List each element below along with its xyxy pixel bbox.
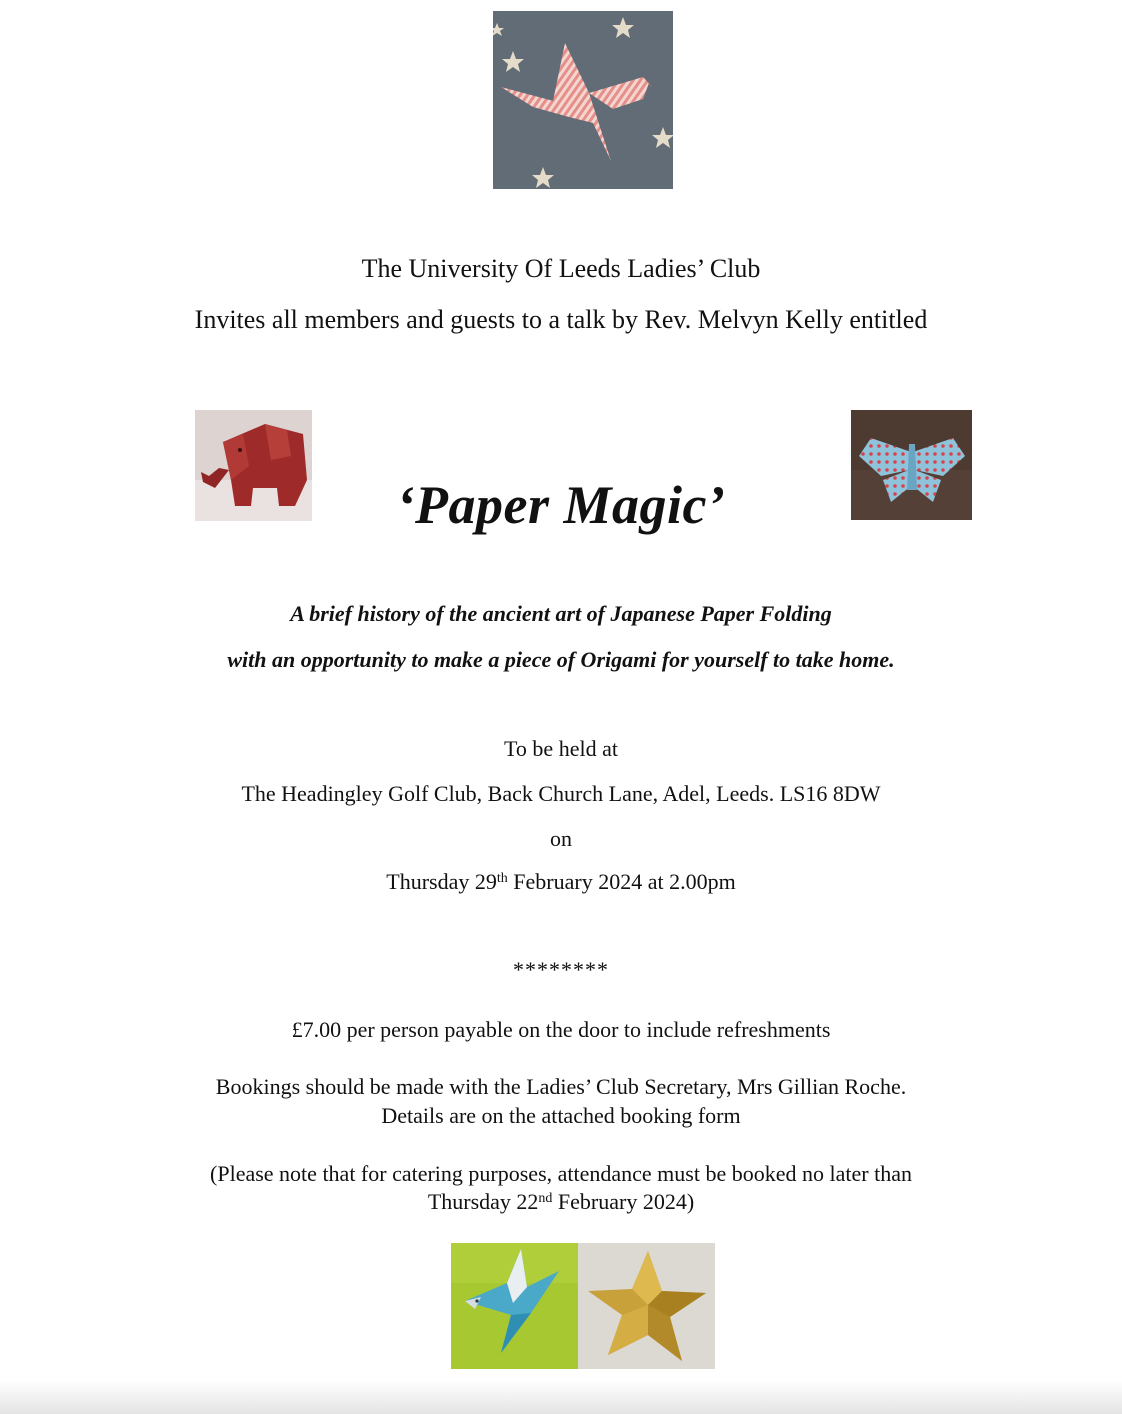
origami-bird-photo (451, 1243, 578, 1369)
talk-title: ‘Paper Magic’ (396, 475, 726, 535)
note-date-day: Thursday 22 (427, 1189, 539, 1214)
venue-intro: To be held at (504, 736, 618, 761)
note-date-rest: February 2024) (552, 1189, 695, 1214)
note-line2 (0, 1189, 1122, 1215)
venue-address: The Headingley Golf Club, Back Church Lane, Adel, Leeds. LS16 8DW (241, 781, 881, 806)
origami-crane-photo (493, 11, 673, 189)
event-date-rest: February 2024 at 2.00pm (507, 869, 736, 894)
invite-line: Invites all members and guests to a talk by Rev. Melvyn Kelly entitled (194, 305, 928, 334)
talk-tagline-line2: with an opportunity to make a piece of Origami for yourself to take home. (227, 647, 895, 672)
price-line: £7.00 per person payable on the door to include refreshments (291, 1017, 831, 1042)
origami-star-photo (578, 1243, 715, 1369)
page-bottom-shadow (0, 1380, 1122, 1414)
event-date-day: Thursday 29 (386, 869, 497, 894)
talk-tagline-line1: A brief history of the ancient art of Japanese Paper Folding (290, 601, 832, 626)
booking-line1: Bookings should be made with the Ladies’ Club Secretary, Mrs Gillian Roche. (215, 1074, 907, 1099)
event-date-suffix: th (496, 871, 508, 886)
booking-line2: Details are on the attached booking form (381, 1103, 741, 1128)
club-name: The University Of Leeds Ladies’ Club (361, 254, 761, 283)
origami-butterfly-photo (851, 410, 972, 520)
venue-on: on (550, 826, 572, 851)
event-date (0, 869, 1122, 895)
note-date-suffix: nd (538, 1191, 553, 1206)
note-line1: (Please note that for catering purposes, attendance must be booked no later than (210, 1161, 912, 1186)
separator: ******** (513, 957, 609, 982)
